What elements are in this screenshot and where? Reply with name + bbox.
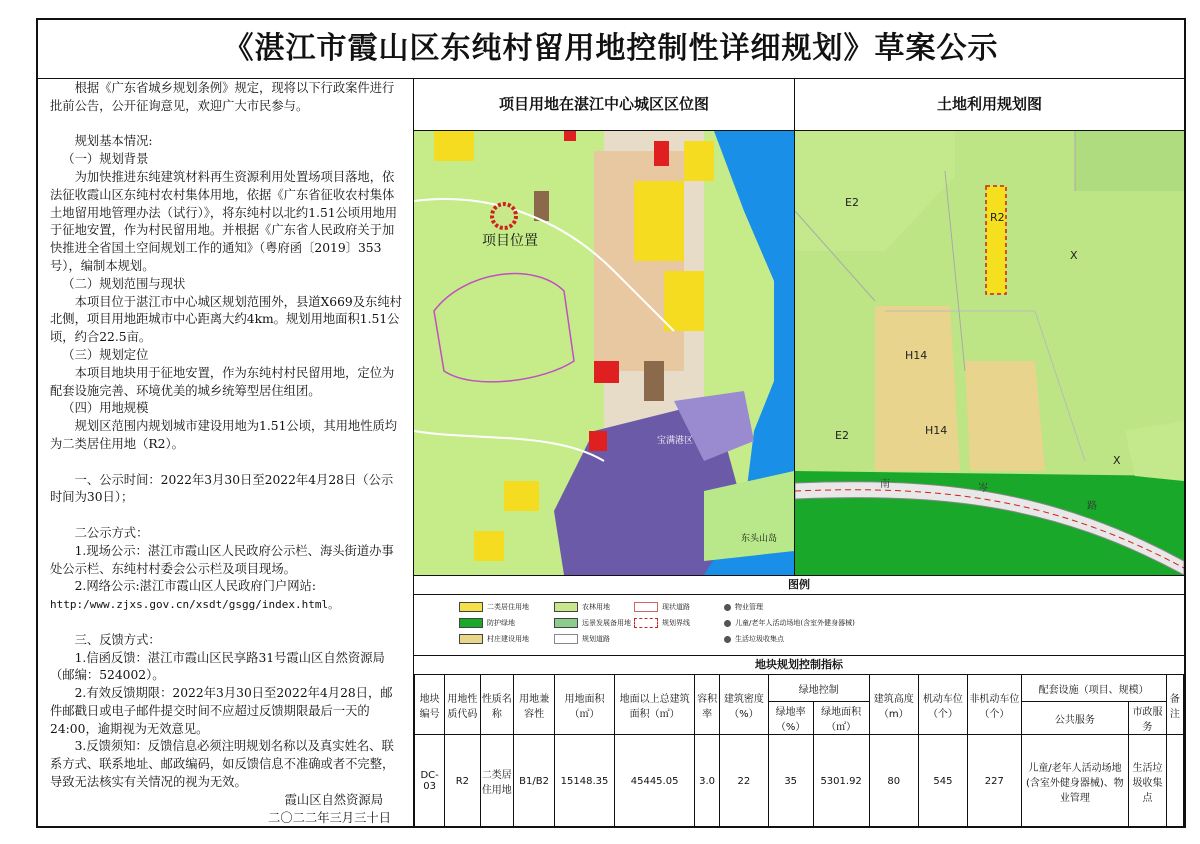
road-label-1: 南 — [880, 479, 890, 490]
feedback-1: 1.信函反馈：湛江市霞山区民享路31号霞山区自然资源局（邮编：524002）。 — [50, 650, 385, 683]
zone-e2-top: E2 — [845, 196, 859, 209]
header-density: 建筑密度（%） — [719, 675, 768, 735]
zone-h14-bottom: H14 — [925, 424, 948, 437]
section2-body: 本项目位于湛江市中心城区规划范围外，县道X669及东纯村北侧，项目用地距城市中心距离大约4km。规划用地面积1.51公顷，约合22.5亩。 — [50, 294, 402, 345]
landuse-map-title: 土地利用规划图 — [795, 78, 1184, 131]
header-public: 公共服务 — [1021, 702, 1129, 735]
zone-h14-top: H14 — [905, 349, 928, 362]
header-green-area: 绿地面积（㎡） — [813, 702, 869, 735]
property-icon — [724, 604, 731, 611]
legend-item: 农林用地 — [554, 602, 610, 612]
issue-date: 二〇二二年三月三十日 — [268, 810, 391, 825]
legend-title: 图例 — [414, 575, 1184, 595]
legend-item: 儿童/老年人活动场地(含室外健身器械) — [724, 618, 855, 628]
island-label: 东头山岛 — [741, 534, 778, 544]
section2-heading: （二）规划范围与现状 — [62, 276, 186, 291]
publicity-time: 一、公示时间：2022年3月30日至2022年4月28日（公示时间为30日）； — [50, 472, 394, 505]
garbage-icon — [724, 636, 731, 643]
header-compat: 用地兼容性 — [514, 675, 555, 735]
header-far: 容积率 — [695, 675, 720, 735]
section4-body: 规划区范围内规划城市建设用地为1.51公顷，其用地性质均为二类居住用地（R2）。 — [50, 419, 398, 451]
header-car: 机动车位（个） — [918, 675, 967, 735]
feedback-2: 2.有效反馈期限：2022年3月30日至2022年4月28日，邮件邮戳日或电子邮件提交时间不应超过反馈期限最后一天的24:00，逾期视为无效意见。 — [50, 686, 393, 736]
basic-heading: 规划基本情况: — [74, 134, 153, 149]
right-panel — [414, 78, 1184, 826]
section3-body: 本项目地块用于征地安置，作为东纯村村民留用地，定位为配套设施完善、环境优美的城乡统筹型居住组团。 — [50, 365, 395, 398]
page-title: 《湛江市霞山区东纯村留用地控制性详细规划》草案公示 — [38, 20, 1184, 79]
intro-paragraph: 根据《广东省城乡规划条例》规定，现将以下行政案件进行批前公告，公开征询意见，欢迎广大市民参与。 — [50, 81, 395, 113]
landuse-map — [795, 131, 1184, 575]
legend-item: 现状道路 — [634, 602, 690, 612]
header-name: 性质名称 — [480, 675, 513, 735]
activity-icon — [724, 620, 731, 627]
section3-heading: （三）规划定位 — [62, 347, 149, 362]
header-bike: 非机动车位（个） — [968, 675, 1021, 735]
legend — [414, 594, 1184, 654]
zone-x-bottom: X — [1113, 454, 1121, 467]
header-green: 绿地控制 — [768, 675, 869, 702]
location-map-title: 项目用地在湛江中心城区区位图 — [414, 78, 794, 131]
header-municipal: 市政服务 — [1129, 702, 1167, 735]
header-height: 建筑高度（m） — [869, 675, 918, 735]
header-facilities: 配套设施（项目、规模） — [1021, 675, 1166, 702]
website-url[interactable]: http:/www.zjxs.gov.cn/xsdt/gsgg/index.html。 — [50, 598, 340, 612]
legend-item: 二类居住用地 — [459, 602, 529, 612]
zone-x-top: X — [1070, 249, 1078, 262]
section1-heading: （一）规划背景 — [62, 152, 149, 167]
table-row: DC-03 R2 二类居住用地 B1/B2 15148.35 45445.05 3.0 22 35 5301.92 80 545 227 儿童/老年人活动场地(含室外健身器械)、物业管理 生活垃圾收集点 — [415, 735, 1184, 828]
zone-r2: R2 — [990, 211, 1005, 224]
legend-item: 村庄建设用地 — [459, 634, 529, 644]
header-code: 用地性质代码 — [445, 675, 480, 735]
header-note: 备注 — [1166, 675, 1183, 735]
table-title: 地块规划控制指标 — [414, 655, 1184, 675]
port-label: 宝满港区 — [657, 436, 694, 446]
project-location-label: 项目位置 — [482, 233, 538, 249]
control-index-table — [414, 674, 1184, 828]
header-gfa: 地面以上总建筑面积（㎡） — [614, 675, 694, 735]
section4-heading: （四）用地规模 — [62, 401, 149, 416]
section1-body: 为加快推进东纯建筑材料再生资源利用处置场项目落地，依法征收霞山区东纯村农村集体用地，依据《广东省征收农村集体土地留用地管理办法（试行）》，将东纯村以北约1.51公顷用地用于征地安置，作为村民留用地。并根据《广东省人民政府关于加快推进全省国土空间规划工作的通知》（粤府函〔2019〕353号），编制本规划。 — [50, 169, 398, 273]
notice-text-column — [38, 78, 414, 826]
publicity-method-1: 1.现场公示：湛江市霞山区人民政府公示栏、海头街道办事处公示栏、东纯村村委会公示栏及项目现场。 — [50, 543, 394, 576]
notice-frame — [36, 18, 1186, 828]
header-green-rate: 绿地率（%） — [768, 702, 813, 735]
publicity-method-heading: 二公示方式： — [74, 525, 149, 540]
legend-item: 规划界线 — [634, 618, 690, 628]
legend-item: 防护绿地 — [459, 618, 515, 628]
zone-e2-bottom: E2 — [835, 429, 849, 442]
header-id: 地块编号 — [415, 675, 445, 735]
issuer: 霞山区自然资源局 — [284, 792, 383, 807]
feedback-heading: 三、反馈方式： — [74, 632, 161, 647]
header-area: 用地面积（㎡） — [555, 675, 615, 735]
feedback-3: 3.反馈须知：反馈信息必须注明规划名称以及真实姓名、联系方式、联系地址、邮政编码，如反馈信息不准确或者不完整，导致无法核实有关情况的视为无效。 — [50, 739, 395, 790]
legend-item: 物业管理 — [724, 602, 763, 612]
legend-item: 生活垃圾收集点 — [724, 634, 784, 644]
location-map — [414, 131, 794, 575]
road-label-3: 路 — [1087, 501, 1097, 512]
legend-item: 远景发展备用地 — [554, 618, 631, 628]
publicity-method-2: 2.网络公示:湛江市霞山区人民政府门户网站: — [74, 579, 316, 594]
road-label-2: 岑 — [978, 483, 988, 494]
legend-item: 规划道路 — [554, 634, 610, 644]
